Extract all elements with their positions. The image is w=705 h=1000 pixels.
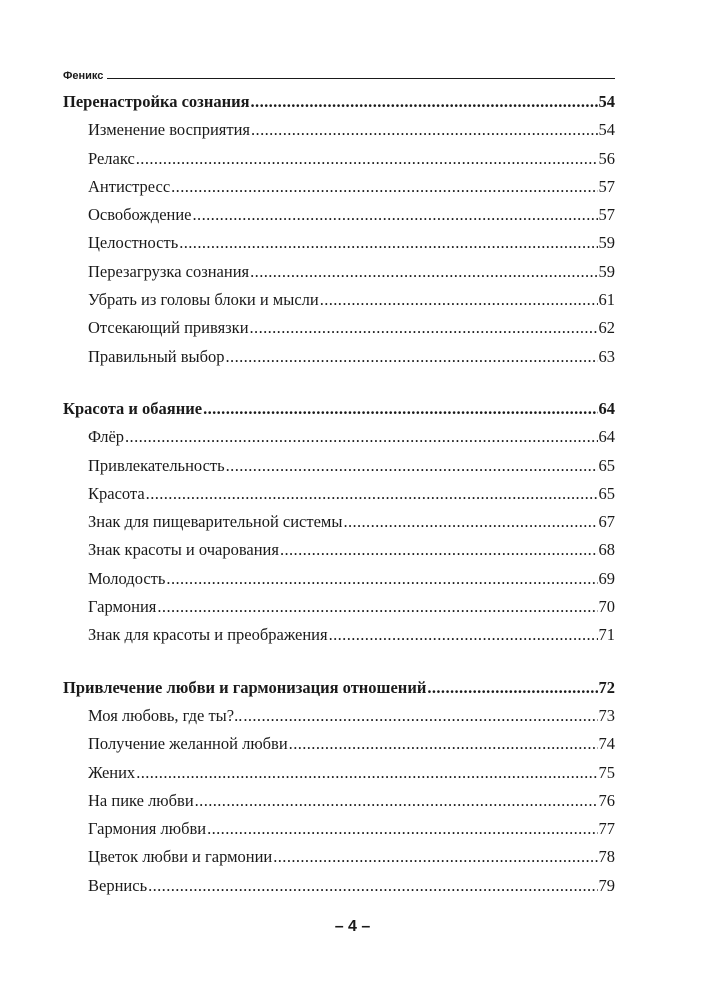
toc-entry-page: 73 bbox=[598, 705, 615, 725]
toc-subentry[interactable] bbox=[63, 815, 615, 843]
dot-leader bbox=[193, 201, 598, 229]
toc-subentry[interactable] bbox=[63, 343, 615, 371]
toc-entry-title: Красота bbox=[88, 483, 145, 503]
running-header bbox=[63, 66, 615, 82]
toc-entry-title: Изменение восприятия bbox=[88, 120, 251, 140]
dot-leader bbox=[136, 145, 598, 173]
toc-entry-page: 69 bbox=[598, 568, 615, 588]
toc-entry-page: 75 bbox=[598, 762, 615, 782]
toc-entry-page: 64 bbox=[598, 427, 615, 447]
toc-section bbox=[63, 395, 615, 650]
toc-entry-page: 62 bbox=[598, 318, 615, 338]
toc-entry-title: Вернись bbox=[88, 875, 148, 895]
toc-subentry[interactable] bbox=[63, 258, 615, 286]
toc-subentry[interactable] bbox=[63, 452, 615, 480]
dot-leader bbox=[203, 395, 597, 423]
toc-entry-page: 54 bbox=[598, 92, 615, 111]
table-of-contents bbox=[63, 88, 615, 924]
toc-entry-title: Цветок любви и гармонии bbox=[88, 847, 273, 867]
toc-entry-page: 79 bbox=[598, 875, 615, 895]
dot-leader bbox=[148, 872, 597, 900]
dot-leader bbox=[226, 452, 598, 480]
dot-leader bbox=[226, 343, 598, 371]
toc-entry-title: Целостность bbox=[88, 233, 179, 253]
dot-leader bbox=[427, 674, 597, 702]
toc-entry-page: 65 bbox=[598, 455, 615, 475]
dot-leader bbox=[251, 88, 598, 116]
toc-entry-title: Гармония любви bbox=[88, 819, 207, 839]
dot-leader bbox=[329, 621, 598, 649]
dot-leader bbox=[171, 173, 597, 201]
toc-entry-page: 78 bbox=[598, 847, 615, 867]
dot-leader bbox=[343, 508, 597, 536]
toc-entry-page: 56 bbox=[598, 148, 615, 168]
toc-entry-title: Привлекательность bbox=[88, 455, 225, 475]
toc-subentry[interactable] bbox=[63, 621, 615, 649]
dot-leader bbox=[289, 730, 598, 758]
toc-subentry[interactable] bbox=[63, 423, 615, 451]
toc-entry-title: Флёр bbox=[88, 427, 125, 447]
toc-entry-title: Релакс bbox=[88, 148, 135, 168]
toc-entry-page: 61 bbox=[598, 290, 615, 310]
page-number: – 4 – bbox=[334, 918, 371, 935]
toc-subentry[interactable] bbox=[63, 843, 615, 871]
toc-entry-title: Молодость bbox=[88, 568, 166, 588]
toc-subentry[interactable] bbox=[63, 565, 615, 593]
toc-chapter-entry[interactable] bbox=[63, 88, 615, 116]
dot-leader bbox=[273, 843, 597, 871]
toc-entry-title: Освобождение bbox=[88, 205, 192, 225]
toc-subentry[interactable] bbox=[63, 593, 615, 621]
dot-leader bbox=[195, 787, 598, 815]
toc-entry-page: 72 bbox=[598, 677, 615, 697]
toc-subentry[interactable] bbox=[63, 759, 615, 787]
toc-subentry[interactable] bbox=[63, 286, 615, 314]
toc-subentry[interactable] bbox=[63, 730, 615, 758]
toc-subentry[interactable] bbox=[63, 229, 615, 257]
dot-leader bbox=[251, 116, 597, 144]
toc-subentry[interactable] bbox=[63, 508, 615, 536]
toc-entry-page: 64 bbox=[598, 398, 615, 418]
toc-entry-title: Перенастройка сознания bbox=[63, 92, 250, 111]
toc-entry-title: Привлечение любви и гармонизация отношений bbox=[63, 677, 427, 697]
toc-entry-page: 74 bbox=[598, 734, 615, 754]
dot-leader bbox=[320, 286, 598, 314]
toc-entry-page: 59 bbox=[598, 261, 615, 281]
toc-entry-title: Жених bbox=[88, 762, 136, 782]
toc-subentry[interactable] bbox=[63, 480, 615, 508]
dot-leader bbox=[280, 536, 598, 564]
toc-chapter-entry[interactable] bbox=[63, 674, 615, 702]
toc-subentry[interactable] bbox=[63, 702, 615, 730]
toc-entry-title: Знак для пищеварительной системы bbox=[88, 512, 343, 532]
toc-entry-page: 57 bbox=[598, 205, 615, 225]
toc-chapter-entry[interactable] bbox=[63, 395, 615, 423]
toc-entry-page: 77 bbox=[598, 819, 615, 839]
toc-entry-title: Моя любовь, где ты?.. bbox=[88, 705, 243, 725]
dot-leader bbox=[250, 258, 597, 286]
toc-subentry[interactable] bbox=[63, 145, 615, 173]
toc-entry-page: 70 bbox=[598, 597, 615, 617]
dot-leader bbox=[243, 702, 597, 730]
toc-subentry[interactable] bbox=[63, 314, 615, 342]
toc-entry-page: 67 bbox=[598, 512, 615, 532]
dot-leader bbox=[146, 480, 598, 508]
toc-entry-page: 57 bbox=[598, 176, 615, 196]
toc-subentry[interactable] bbox=[63, 201, 615, 229]
toc-entry-page: 54 bbox=[598, 120, 615, 140]
dot-leader bbox=[207, 815, 597, 843]
toc-entry-page: 71 bbox=[598, 625, 615, 645]
toc-section bbox=[63, 674, 615, 900]
dot-leader bbox=[136, 759, 597, 787]
toc-entry-title: Убрать из головы блоки и мысли bbox=[88, 290, 319, 310]
dot-leader bbox=[179, 229, 597, 257]
toc-entry-title: Знак для красоты и преображения bbox=[88, 625, 328, 645]
toc-entry-title: Перезагрузка сознания bbox=[88, 261, 250, 281]
book-title: Феникс bbox=[63, 70, 104, 82]
toc-entry-title: Красота и обаяние bbox=[63, 398, 203, 418]
toc-subentry[interactable] bbox=[63, 173, 615, 201]
toc-entry-page: 65 bbox=[598, 483, 615, 503]
toc-entry-page: 76 bbox=[598, 790, 615, 810]
toc-entry-title: Знак красоты и очарования bbox=[88, 540, 279, 560]
toc-subentry[interactable] bbox=[63, 536, 615, 564]
toc-entry-title: Получение желанной любви bbox=[88, 734, 288, 754]
dot-leader bbox=[166, 565, 597, 593]
toc-subentry[interactable] bbox=[63, 116, 615, 144]
dot-leader bbox=[125, 423, 597, 451]
toc-subentry[interactable] bbox=[63, 787, 615, 815]
header-rule bbox=[107, 78, 615, 79]
toc-entry-title: На пике любви bbox=[88, 790, 194, 810]
toc-section bbox=[63, 88, 615, 371]
toc-entry-title: Отсекающий привязки bbox=[88, 318, 249, 338]
dot-leader bbox=[157, 593, 597, 621]
toc-subentry[interactable] bbox=[63, 872, 615, 900]
toc-entry-title: Правильный выбор bbox=[88, 346, 225, 366]
toc-entry-title: Антистресс bbox=[88, 176, 171, 196]
toc-entry-title: Гармония bbox=[88, 597, 157, 617]
toc-entry-page: 63 bbox=[598, 346, 615, 366]
toc-entry-page: 68 bbox=[598, 540, 615, 560]
dot-leader bbox=[250, 314, 598, 342]
toc-entry-page: 59 bbox=[598, 233, 615, 253]
